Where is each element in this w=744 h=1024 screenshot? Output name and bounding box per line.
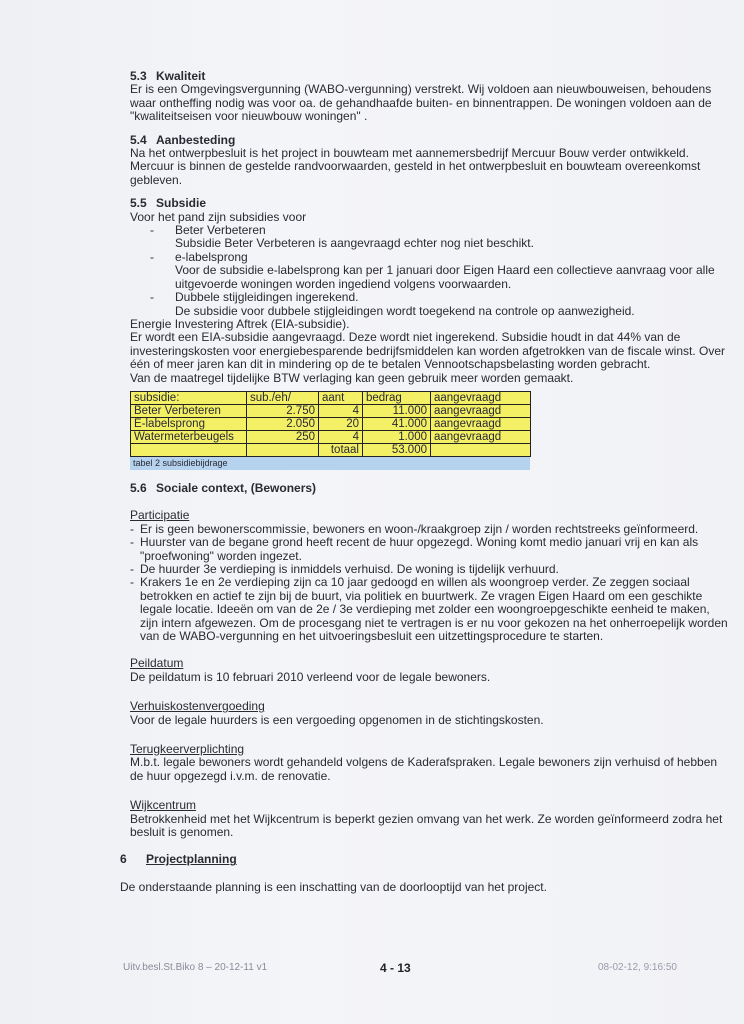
section-number: 5.5 — [130, 196, 147, 211]
section-5-5 — [130, 197, 730, 385]
item-text: De huurder 3e verdieping is inmiddels verhuisd. De woning is tijdelijk verhuurd. — [140, 561, 559, 576]
item-text: Er is geen bewonerscommissie, bewoners en woon-/kraakgroep zijn / worden rechtstreeks geïnformeerd. — [140, 521, 699, 536]
paragraph: Voor het pand zijn subsidies voor — [130, 209, 307, 224]
section-5-3 — [130, 70, 730, 124]
subheading-verhuiskosten: Verhuiskostenvergoeding — [130, 699, 265, 714]
list-item — [130, 563, 730, 576]
table-header: aant — [319, 391, 363, 404]
footer-doc-id: Uitv.besl.St.Biko 8 – 20-12-11 v1 — [123, 962, 268, 973]
footer-timestamp: 08-02-12, 9:16:50 — [598, 962, 677, 973]
table-cell — [247, 443, 319, 456]
paragraph: Voor de legale huurders is een vergoeding opgenomen in de stichtingskosten. — [130, 712, 544, 727]
eia-title: Energie Investering Aftrek (EIA-subsidie). — [130, 316, 350, 331]
section-heading — [130, 482, 730, 495]
section-5-6 — [130, 482, 730, 643]
table-cell: 53.000 — [363, 443, 431, 456]
table-cell: Beter Verbeteren — [131, 404, 247, 417]
table-header: sub./eh/ — [247, 391, 319, 404]
table-row — [131, 430, 531, 443]
table-cell: aangevraagd — [431, 404, 531, 417]
subsidy-table — [130, 391, 531, 457]
table-cell: 11.000 — [363, 404, 431, 417]
subheading-terugkeer: Terugkeerverplichting — [130, 742, 245, 757]
subsidy-list — [150, 224, 730, 318]
peildatum-block — [130, 657, 730, 684]
wijkcentrum-block — [130, 799, 730, 839]
item-label: Dubbele stijgleidingen ingerekend. — [175, 290, 359, 305]
section-5-4 — [130, 134, 730, 188]
item-label: e-labelsprong — [175, 249, 248, 264]
paragraph: Betrokkenheid met het Wijkcentrum is beperkt gezien omvang van het werk. Ze worden geïnformeerd zodra het besluit is genomen. — [130, 811, 723, 840]
verhuis-block — [130, 700, 730, 727]
paragraph: Er is een Omgevingsvergunning (WABO-vergunning) verstrekt. Wij voldoen aan nieuwbouweisen, behoudens waar ontheffing nodig was voor oa. de gehandhaafde buiten- en binnentrappen. De woningen voldoen aan de "kwaliteitseisen voor nieuwbouw woningen" . — [130, 82, 712, 124]
section-title: Subsidie — [156, 196, 207, 211]
table-cell: Watermeterbeugels — [131, 430, 247, 443]
subheading-wijkcentrum: Wijkcentrum — [130, 798, 197, 813]
section-heading — [120, 853, 730, 866]
list-item — [130, 523, 730, 536]
table-cell: 4 — [319, 404, 363, 417]
table-cell: aangevraagd — [431, 417, 531, 430]
paragraph: Er wordt een EIA-subsidie aangevraagd. Deze wordt niet ingerekend. Subsidie houdt in dat 44% van de investeringskosten voor energiebesparende bedrijfsmiddelen kan worden afgetrokken van de fiscale winst. Over één of meer jaren kan dit in mindering op de te betalen Vennootschapsbelasting worden gebracht. — [130, 330, 726, 372]
table-cell: 2.050 — [247, 417, 319, 430]
item-description: De subsidie voor dubbele stijgleidingen wordt toegekend na controle op aanwezigheid. — [175, 303, 635, 318]
item-text: Krakers 1e en 2e verdieping zijn ca 10 jaar gedoogd en willen als woongroep verder. Ze zeggen sociaal betrokken en actief te zijn bij de buurt, via politiek en buurtwerk. Ze vragen Eigen Haard om een geschikte legale locatie. Ideeën om van de 2e / 3e verdieping met zolder een woongroepgeschikte eenheid te maken, zijn intern afgewezen. Om de procesgang niet te vertragen is er nu voor gekozen na het onherroepelijk worden van de WABO-vergunning en het uitvoeringsbesluit een uitzettingsprocedure te starten. — [140, 575, 728, 643]
table-total-row — [131, 443, 531, 456]
section-heading — [130, 197, 730, 210]
participation-list — [130, 523, 730, 644]
section-number: 5.6 — [130, 480, 147, 495]
list-item — [130, 576, 730, 643]
table-header-row — [131, 391, 531, 404]
list-item — [130, 536, 730, 563]
table-cell: aangevraagd — [431, 430, 531, 443]
section-title: Kwaliteit — [156, 69, 206, 83]
table-cell: E-labelsprong — [131, 417, 247, 430]
table-cell: 2.750 — [247, 404, 319, 417]
section-6 — [120, 853, 730, 894]
section-number: 6 — [120, 852, 127, 867]
section-number: 5.3 — [130, 69, 147, 83]
table-row — [131, 417, 531, 430]
document-body — [120, 69, 730, 904]
table-caption: tabel 2 subsidiebijdrage — [130, 457, 530, 470]
paragraph: De onderstaande planning is een inschatting van de doorlooptijd van het project. — [120, 879, 547, 894]
table-header: subsidie: — [131, 391, 247, 404]
paragraph: De peildatum is 10 februari 2010 verleend voor de legale bewoners. — [130, 669, 491, 684]
item-description: Subsidie Beter Verbeteren is aangevraagd echter nog niet beschikt. — [175, 236, 534, 251]
table-cell — [131, 443, 247, 456]
page-number: 4 - 13 — [380, 961, 411, 975]
section-heading — [130, 134, 730, 147]
section-heading — [130, 70, 730, 83]
table-row — [131, 404, 531, 417]
list-item — [150, 224, 730, 237]
subheading-participatie: Participatie — [130, 508, 190, 523]
list-item — [150, 291, 730, 304]
table-cell: totaal — [319, 443, 363, 456]
list-item — [150, 251, 730, 264]
section-title: Aanbesteding — [156, 132, 236, 147]
section-title: Projectplanning — [146, 852, 237, 867]
table-cell: 41.000 — [363, 417, 431, 430]
subheading-peildatum: Peildatum — [130, 656, 184, 671]
table-cell: 20 — [319, 417, 363, 430]
item-label: Beter Verbeteren — [175, 223, 266, 238]
table-cell: 4 — [319, 430, 363, 443]
table-header: bedrag — [363, 391, 431, 404]
item-text: Huurster van de begane grond heeft recent de huur opgezegd. Woning komt medio januari vrij en kan als "proefwoning" worden ingezet. — [140, 535, 699, 563]
section-number: 5.4 — [130, 132, 147, 147]
item-description: Voor de subsidie e-labelsprong kan per 1 januari door Eigen Haard een collectieve aanvraag voor alle uitgevoerde woningen worden ingediend volgens voorwaarden. — [175, 263, 715, 291]
table-cell: 1.000 — [363, 430, 431, 443]
table-header: aangevraagd — [431, 391, 531, 404]
paragraph: Na het ontwerpbesluit is het project in bouwteam met aannemersbedrijf Mercuur Bouw verder ontwikkeld. Mercuur is binnen de gestelde randvoorwaarden, gesteld in het ontwerpbesluit en bouwteam overeenkomst gebleven. — [130, 146, 701, 187]
section-title: Sociale context, (Bewoners) — [156, 480, 317, 495]
terugkeer-block — [130, 743, 730, 783]
paragraph: Van de maatregel tijdelijke BTW verlaging kan geen gebruik meer worden gemaakt. — [130, 370, 574, 385]
table-cell — [431, 443, 531, 456]
table-cell: 250 — [247, 430, 319, 443]
paragraph: M.b.t. legale bewoners wordt gehandeld volgens de Kaderafspraken. Legale bewoners zijn verhuisd of hebben de huur opgezegd i.v.m. de renovatie. — [130, 755, 718, 783]
